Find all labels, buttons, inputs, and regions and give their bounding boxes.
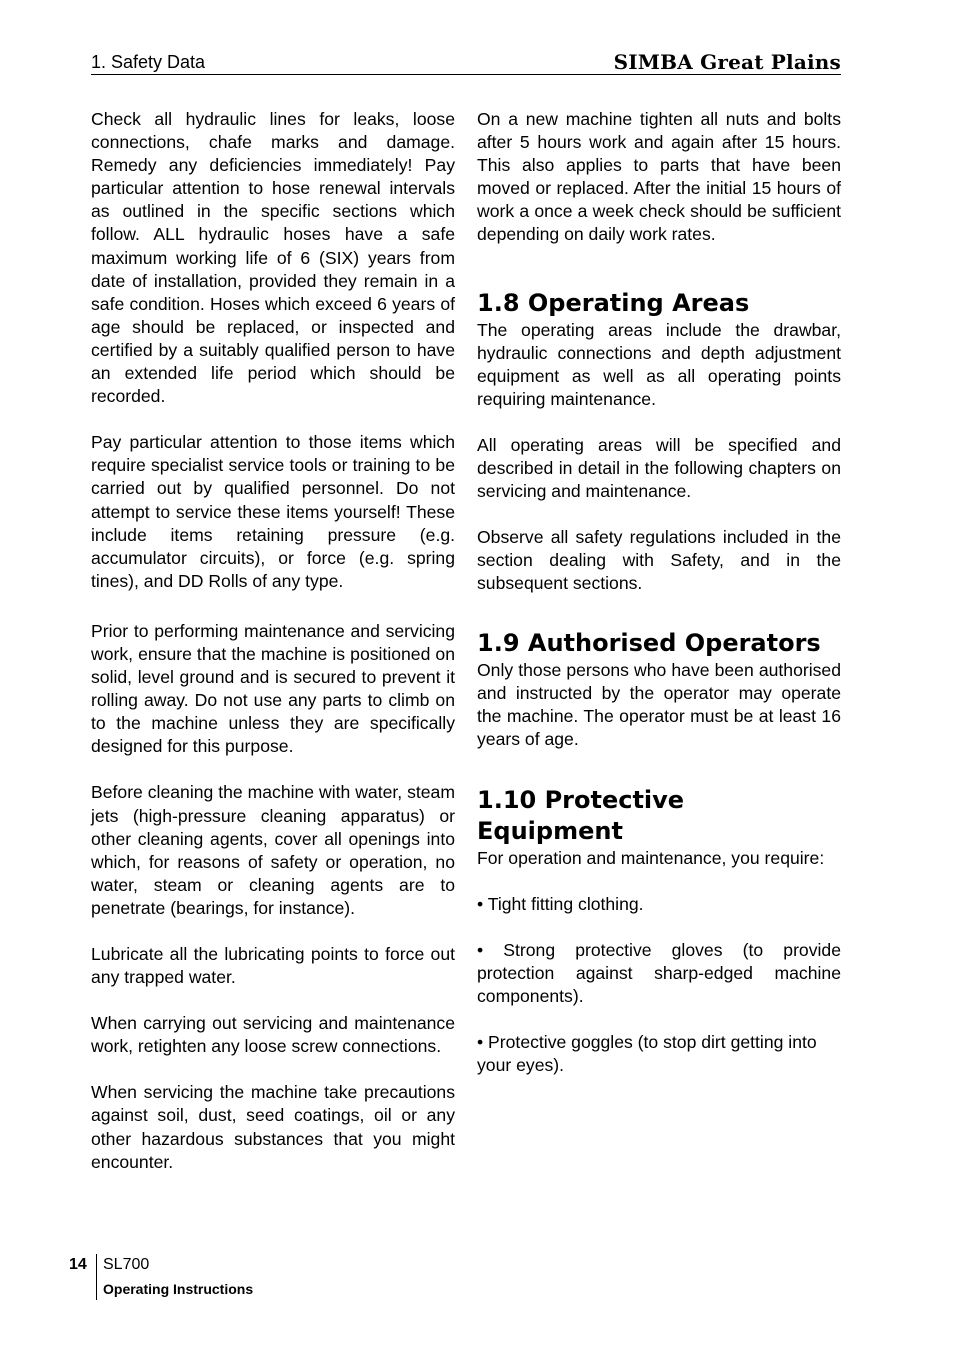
paragraph-prior-maintenance: Prior to performing maintenance and servicing work, ensure that the machine is positioned on solid, level ground and is secured to prevent it rolling away. Do not use any parts to climb on to the machine unless they are specifically designed for this purpose. [91,620,455,757]
header-section-title: 1. Safety Data [91,52,206,72]
header-divider [91,74,841,75]
paragraph-protective-intro: For operation and maintenance, you require: [477,847,825,868]
footer-model: SL700 [103,1256,150,1273]
heading-protective-equipment: 1.10 Protective Equipment [477,785,685,845]
paragraph-new-machine: On a new machine tighten all nuts and bolts after 5 hours work and again after 15 hours. This also applies to parts that have been moved or replaced. After the initial 15 hours of work a once a week check should be sufficient depending on daily work rates. [477,109,841,245]
left-column [91,108,455,1174]
footer-divider [96,1254,97,1300]
right-column [477,108,841,1078]
brand-logo-text: SIMBA Great Plains [613,50,841,74]
paragraph-precautions: When servicing the machine take precautions against soil, dust, seed coatings, oil or any other hazardous substances that you might encounter. [91,1082,455,1172]
paragraph-operating-areas-1: The operating areas include the drawbar, hydraulic connections and depth adjustment equipment as well as all operating points requiring maintenance. [477,319,841,409]
list-item-clothing: • Tight fitting clothing. [477,893,644,914]
heading-operating-areas: 1.8 Operating Areas [477,288,750,317]
footer-doc-type: Operating Instructions [103,1281,254,1297]
heading-authorised-operators: 1.9 Authorised Operators [477,628,821,657]
list-item-gloves: • Strong protective gloves (to provide protection against sharp-edged machine components). [477,940,841,1007]
paragraph-operating-areas-2: All operating areas will be specified and described in detail in the following chapters on servicing and maintenance. [477,434,841,502]
list-item-goggles: • Protective goggles (to stop dirt getting into your eyes). [477,1032,817,1076]
paragraph-specialist-items: Pay particular attention to those items which require specialist service tools or training to be carried out by qualified personnel. Do not attempt to service these items yourself! These include items retaining pressure (e.g. accumulator circuits), or force (e.g. spring tines), and DD Rolls of any type. [91,432,455,591]
paragraph-retighten: When carrying out servicing and maintenance work, retighten any loose screw connections. [91,1013,455,1057]
page-number: 14 [69,1256,87,1273]
paragraph-cleaning: Before cleaning the machine with water, steam jets (high-pressure cleaning apparatus) or other cleaning agents, cover all openings into which, for reasons of safety or operation, no water, steam or cleaning agents are to penetrate (bearings, for instance). [91,782,455,918]
paragraph-authorised-operators: Only those persons who have been authorised and instructed by the operator may operate the machine. The operator must be at least 16 years of age. [477,659,841,749]
paragraph-operating-areas-3: Observe all safety regulations included in the section dealing with Safety, and in the subsequent sections. [477,527,841,594]
paragraph-hydraulic-lines: Check all hydraulic lines for leaks, loose connections, chafe marks and damage. Remedy any deficiencies immediately! Pay particular attention to hose renewal intervals as outlined in the specific sections which follow. ALL hydraulic hoses have a safe maximum working life of 6 (SIX) years from date of installation, provided they remain in a safe condition. Hoses which exceed 6 years of age should be replaced, or inspected and certified by a suitably qualified person to have an extended life period which should be recorded. [91,109,455,407]
paragraph-lubricate: Lubricate all the lubricating points to force out any trapped water. [91,944,455,988]
